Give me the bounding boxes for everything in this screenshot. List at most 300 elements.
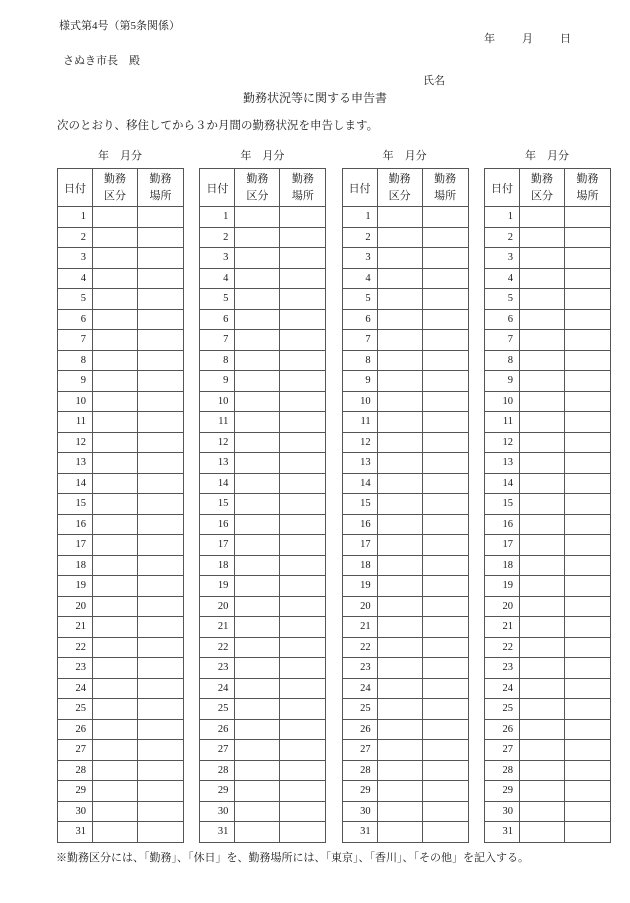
work-category-cell xyxy=(519,535,564,556)
day-number-cell: 19 xyxy=(484,576,519,597)
day-number-cell: 6 xyxy=(342,309,377,330)
day-number-cell: 6 xyxy=(58,309,93,330)
work-category-label-line2: 区分 xyxy=(530,189,553,202)
day-number-cell: 19 xyxy=(200,576,235,597)
day-row xyxy=(342,289,468,310)
work-place-cell xyxy=(564,801,610,822)
day-number-cell: 11 xyxy=(200,412,235,433)
work-place-cell xyxy=(564,248,610,269)
day-number-cell: 5 xyxy=(484,289,519,310)
day-row xyxy=(58,227,184,248)
day-row xyxy=(200,658,326,679)
work-place-cell xyxy=(564,617,610,638)
work-place-cell xyxy=(564,309,610,330)
work-place-cell xyxy=(280,658,326,679)
work-category-column-header xyxy=(235,169,280,207)
month-table-block xyxy=(199,149,325,843)
day-row xyxy=(342,248,468,269)
work-place-cell xyxy=(422,535,468,556)
day-row xyxy=(342,617,468,638)
day-number-cell: 14 xyxy=(484,473,519,494)
day-row xyxy=(200,227,326,248)
day-number-cell: 22 xyxy=(342,637,377,658)
work-status-table xyxy=(342,168,469,843)
header-row xyxy=(342,169,468,207)
work-category-cell xyxy=(377,535,422,556)
work-place-cell xyxy=(422,412,468,433)
work-category-cell xyxy=(93,514,138,535)
day-row xyxy=(200,453,326,474)
day-row xyxy=(58,330,184,351)
work-category-cell xyxy=(235,432,280,453)
day-number-cell: 4 xyxy=(200,268,235,289)
work-place-cell xyxy=(138,514,184,535)
work-place-cell xyxy=(564,719,610,740)
day-number-cell: 7 xyxy=(484,330,519,351)
day-row xyxy=(58,391,184,412)
work-place-cell xyxy=(422,719,468,740)
work-category-cell xyxy=(377,719,422,740)
day-row xyxy=(200,473,326,494)
day-number-cell: 1 xyxy=(200,207,235,228)
work-category-cell xyxy=(235,391,280,412)
work-category-column-header xyxy=(377,169,422,207)
day-row xyxy=(58,309,184,330)
day-row xyxy=(342,453,468,474)
day-number-cell: 23 xyxy=(342,658,377,679)
day-number-cell: 15 xyxy=(58,494,93,515)
day-row xyxy=(200,596,326,617)
work-place-cell xyxy=(564,576,610,597)
day-row xyxy=(342,371,468,392)
day-number-cell: 4 xyxy=(484,268,519,289)
work-category-cell xyxy=(93,760,138,781)
work-category-cell xyxy=(377,330,422,351)
day-row xyxy=(58,412,184,433)
work-place-label-line1: 勤務 xyxy=(291,172,314,185)
work-category-cell xyxy=(377,289,422,310)
day-number-cell: 26 xyxy=(58,719,93,740)
work-place-cell xyxy=(422,760,468,781)
work-category-cell xyxy=(235,371,280,392)
day-row xyxy=(342,596,468,617)
work-category-cell xyxy=(235,412,280,433)
day-number-cell: 10 xyxy=(484,391,519,412)
work-category-cell xyxy=(519,391,564,412)
work-place-cell xyxy=(280,617,326,638)
work-category-cell xyxy=(93,678,138,699)
day-number-cell: 30 xyxy=(342,801,377,822)
day-number-cell: 11 xyxy=(342,412,377,433)
day-row xyxy=(484,699,610,720)
work-place-cell xyxy=(564,391,610,412)
day-row xyxy=(342,822,468,843)
work-category-cell xyxy=(519,473,564,494)
intro-text: 次のとおり、移住してから３か月間の勤務状況を申告します。 xyxy=(57,120,379,132)
work-category-cell xyxy=(235,309,280,330)
month-table-block xyxy=(484,149,610,843)
day-number-cell: 20 xyxy=(200,596,235,617)
table-header xyxy=(342,169,468,207)
table-body xyxy=(58,207,184,843)
day-number-cell: 4 xyxy=(342,268,377,289)
work-category-cell xyxy=(377,350,422,371)
header-row xyxy=(58,169,184,207)
work-category-cell xyxy=(235,535,280,556)
work-category-cell xyxy=(93,330,138,351)
work-place-cell xyxy=(280,248,326,269)
day-number-cell: 23 xyxy=(484,658,519,679)
work-category-cell xyxy=(519,781,564,802)
day-row xyxy=(342,350,468,371)
day-row xyxy=(484,617,610,638)
work-place-cell xyxy=(138,740,184,761)
work-category-cell xyxy=(93,576,138,597)
day-number-cell: 17 xyxy=(342,535,377,556)
day-number-cell: 10 xyxy=(58,391,93,412)
day-number-cell: 16 xyxy=(484,514,519,535)
work-place-cell xyxy=(422,473,468,494)
work-place-cell xyxy=(422,268,468,289)
day-row xyxy=(58,432,184,453)
work-category-cell xyxy=(93,822,138,843)
work-place-cell xyxy=(280,760,326,781)
work-category-cell xyxy=(235,555,280,576)
work-category-cell xyxy=(235,596,280,617)
work-category-cell xyxy=(377,555,422,576)
work-category-cell xyxy=(377,658,422,679)
day-number-cell: 31 xyxy=(342,822,377,843)
day-row xyxy=(200,637,326,658)
work-place-cell xyxy=(564,740,610,761)
day-row xyxy=(484,514,610,535)
work-place-cell xyxy=(138,473,184,494)
work-place-cell xyxy=(422,494,468,515)
work-place-cell xyxy=(422,576,468,597)
day-number-cell: 13 xyxy=(200,453,235,474)
day-row xyxy=(200,535,326,556)
day-number-cell: 14 xyxy=(58,473,93,494)
work-place-cell xyxy=(280,268,326,289)
work-category-cell xyxy=(93,289,138,310)
work-category-cell xyxy=(235,781,280,802)
day-row xyxy=(484,637,610,658)
day-number-cell: 5 xyxy=(58,289,93,310)
work-place-cell xyxy=(564,412,610,433)
work-category-cell xyxy=(377,617,422,638)
day-row xyxy=(342,781,468,802)
work-category-cell xyxy=(377,473,422,494)
day-row xyxy=(58,576,184,597)
day-row xyxy=(200,822,326,843)
work-category-cell xyxy=(93,309,138,330)
day-number-cell: 13 xyxy=(484,453,519,474)
work-category-cell xyxy=(235,207,280,228)
work-category-cell xyxy=(377,207,422,228)
day-number-cell: 27 xyxy=(342,740,377,761)
day-number-cell: 29 xyxy=(342,781,377,802)
day-number-cell: 8 xyxy=(484,350,519,371)
work-category-cell xyxy=(377,412,422,433)
day-number-cell: 30 xyxy=(58,801,93,822)
day-row xyxy=(484,412,610,433)
day-number-cell: 27 xyxy=(58,740,93,761)
work-category-label-line2: 区分 xyxy=(104,189,126,202)
day-number-cell: 27 xyxy=(484,740,519,761)
month-table-block xyxy=(342,149,468,843)
day-row xyxy=(58,248,184,269)
work-place-cell xyxy=(138,227,184,248)
day-row xyxy=(200,268,326,289)
table-header xyxy=(200,169,326,207)
work-place-cell xyxy=(564,596,610,617)
work-place-cell xyxy=(138,822,184,843)
day-row xyxy=(484,555,610,576)
day-number-cell: 25 xyxy=(484,699,519,720)
day-row xyxy=(484,268,610,289)
work-category-cell xyxy=(235,637,280,658)
work-place-cell xyxy=(280,432,326,453)
day-row xyxy=(484,596,610,617)
work-place-cell xyxy=(138,412,184,433)
work-place-cell xyxy=(422,781,468,802)
day-row xyxy=(342,637,468,658)
work-place-cell xyxy=(422,637,468,658)
addressee: さぬき市長 殿 xyxy=(63,55,140,67)
work-category-cell xyxy=(519,740,564,761)
day-number-cell: 23 xyxy=(200,658,235,679)
work-place-cell xyxy=(280,678,326,699)
day-row xyxy=(342,494,468,515)
day-number-cell: 7 xyxy=(58,330,93,351)
day-row xyxy=(200,760,326,781)
work-category-cell xyxy=(519,719,564,740)
work-category-cell xyxy=(93,473,138,494)
day-row xyxy=(200,617,326,638)
work-place-cell xyxy=(422,514,468,535)
day-number-cell: 8 xyxy=(200,350,235,371)
work-place-cell xyxy=(280,227,326,248)
day-row xyxy=(342,207,468,228)
work-place-cell xyxy=(280,740,326,761)
day-number-cell: 3 xyxy=(200,248,235,269)
day-number-cell: 31 xyxy=(484,822,519,843)
date-line xyxy=(484,30,571,46)
work-place-cell xyxy=(422,248,468,269)
day-row xyxy=(342,227,468,248)
work-place-cell xyxy=(280,535,326,556)
work-place-cell xyxy=(138,678,184,699)
day-row xyxy=(58,637,184,658)
work-place-cell xyxy=(422,371,468,392)
day-number-cell: 12 xyxy=(484,432,519,453)
work-place-cell xyxy=(564,514,610,535)
work-place-cell xyxy=(422,678,468,699)
work-place-column-header xyxy=(422,169,468,207)
day-number-cell: 24 xyxy=(342,678,377,699)
day-row xyxy=(342,309,468,330)
day-number-cell: 26 xyxy=(200,719,235,740)
date-column-header: 日付 xyxy=(484,169,519,207)
day-row xyxy=(58,596,184,617)
day-number-cell: 2 xyxy=(200,227,235,248)
work-place-cell xyxy=(422,617,468,638)
table-body xyxy=(200,207,326,843)
day-number-cell: 2 xyxy=(342,227,377,248)
day-number-cell: 12 xyxy=(58,432,93,453)
day-number-cell: 14 xyxy=(200,473,235,494)
day-number-cell: 22 xyxy=(200,637,235,658)
work-category-cell xyxy=(519,678,564,699)
day-row xyxy=(342,678,468,699)
work-category-cell xyxy=(235,740,280,761)
day-row xyxy=(200,432,326,453)
day-row xyxy=(342,391,468,412)
day-number-cell: 12 xyxy=(342,432,377,453)
work-status-table xyxy=(57,168,184,843)
day-number-cell: 18 xyxy=(200,555,235,576)
work-place-cell xyxy=(138,637,184,658)
work-place-cell xyxy=(138,494,184,515)
work-category-cell xyxy=(377,699,422,720)
day-number-cell: 20 xyxy=(342,596,377,617)
work-place-cell xyxy=(564,473,610,494)
work-category-cell xyxy=(519,760,564,781)
work-place-cell xyxy=(138,309,184,330)
day-number-cell: 22 xyxy=(484,637,519,658)
work-place-cell xyxy=(564,678,610,699)
day-number-cell: 2 xyxy=(58,227,93,248)
day-row xyxy=(484,207,610,228)
work-category-cell xyxy=(93,535,138,556)
work-category-cell xyxy=(519,309,564,330)
day-number-cell: 24 xyxy=(200,678,235,699)
day-number-cell: 7 xyxy=(342,330,377,351)
day-row xyxy=(200,494,326,515)
work-place-label-line2: 場所 xyxy=(434,189,457,202)
day-row xyxy=(342,555,468,576)
table-body xyxy=(342,207,468,843)
work-place-cell xyxy=(564,658,610,679)
day-number-cell: 28 xyxy=(484,760,519,781)
work-place-cell xyxy=(564,760,610,781)
work-place-cell xyxy=(422,822,468,843)
work-category-cell xyxy=(235,473,280,494)
day-number-cell: 8 xyxy=(342,350,377,371)
work-category-label-line2: 区分 xyxy=(388,189,411,202)
work-place-cell xyxy=(280,473,326,494)
work-category-cell xyxy=(377,453,422,474)
day-number-cell: 28 xyxy=(58,760,93,781)
day-row xyxy=(58,555,184,576)
day-row xyxy=(484,227,610,248)
day-row xyxy=(200,371,326,392)
day-number-cell: 20 xyxy=(58,596,93,617)
work-place-cell xyxy=(280,576,326,597)
day-row xyxy=(484,576,610,597)
day-number-cell: 30 xyxy=(200,801,235,822)
work-category-cell xyxy=(93,596,138,617)
work-place-label-line1: 勤務 xyxy=(576,172,599,185)
work-place-cell xyxy=(422,330,468,351)
day-row xyxy=(484,678,610,699)
work-category-cell xyxy=(235,801,280,822)
day-number-cell: 30 xyxy=(484,801,519,822)
day-number-cell: 12 xyxy=(200,432,235,453)
day-row xyxy=(58,453,184,474)
day-number-cell: 1 xyxy=(342,207,377,228)
day-row xyxy=(58,678,184,699)
work-place-label-line1: 勤務 xyxy=(434,172,457,185)
day-row xyxy=(200,289,326,310)
day-number-cell: 3 xyxy=(342,248,377,269)
work-category-label-line1: 勤務 xyxy=(246,172,269,185)
work-category-cell xyxy=(235,678,280,699)
work-place-cell xyxy=(564,350,610,371)
day-number-cell: 22 xyxy=(58,637,93,658)
work-place-cell xyxy=(280,350,326,371)
day-row xyxy=(484,494,610,515)
date-month-label: 月 xyxy=(522,33,533,45)
day-number-cell: 20 xyxy=(484,596,519,617)
day-row xyxy=(200,309,326,330)
work-category-cell xyxy=(519,822,564,843)
date-year-label: 年 xyxy=(484,33,495,45)
work-category-cell xyxy=(377,248,422,269)
work-category-cell xyxy=(377,391,422,412)
day-row xyxy=(58,760,184,781)
form-number: 様式第4号（第5条関係） xyxy=(59,20,180,32)
day-number-cell: 26 xyxy=(484,719,519,740)
day-row xyxy=(484,719,610,740)
day-row xyxy=(200,207,326,228)
work-place-cell xyxy=(564,494,610,515)
day-number-cell: 1 xyxy=(58,207,93,228)
work-place-label-line2: 場所 xyxy=(149,189,172,202)
work-category-column-header xyxy=(519,169,564,207)
day-row xyxy=(342,535,468,556)
work-category-cell xyxy=(377,781,422,802)
day-number-cell: 21 xyxy=(58,617,93,638)
day-number-cell: 3 xyxy=(484,248,519,269)
day-number-cell: 15 xyxy=(484,494,519,515)
day-row xyxy=(58,371,184,392)
work-place-cell xyxy=(138,576,184,597)
month-table-block xyxy=(57,149,183,843)
work-category-cell xyxy=(377,801,422,822)
work-category-label-line1: 勤務 xyxy=(530,172,553,185)
work-category-cell xyxy=(377,514,422,535)
day-row xyxy=(484,248,610,269)
work-category-cell xyxy=(519,617,564,638)
day-row xyxy=(58,535,184,556)
work-place-cell xyxy=(280,555,326,576)
work-category-cell xyxy=(519,576,564,597)
work-place-cell xyxy=(564,822,610,843)
date-column-header: 日付 xyxy=(58,169,93,207)
day-row xyxy=(200,781,326,802)
work-place-label-line1: 勤務 xyxy=(149,172,172,185)
work-place-cell xyxy=(280,637,326,658)
work-place-cell xyxy=(138,248,184,269)
day-row xyxy=(484,453,610,474)
work-category-cell xyxy=(235,248,280,269)
day-row xyxy=(484,391,610,412)
work-category-cell xyxy=(235,494,280,515)
work-category-cell xyxy=(519,801,564,822)
work-place-cell xyxy=(138,719,184,740)
work-category-cell xyxy=(519,371,564,392)
